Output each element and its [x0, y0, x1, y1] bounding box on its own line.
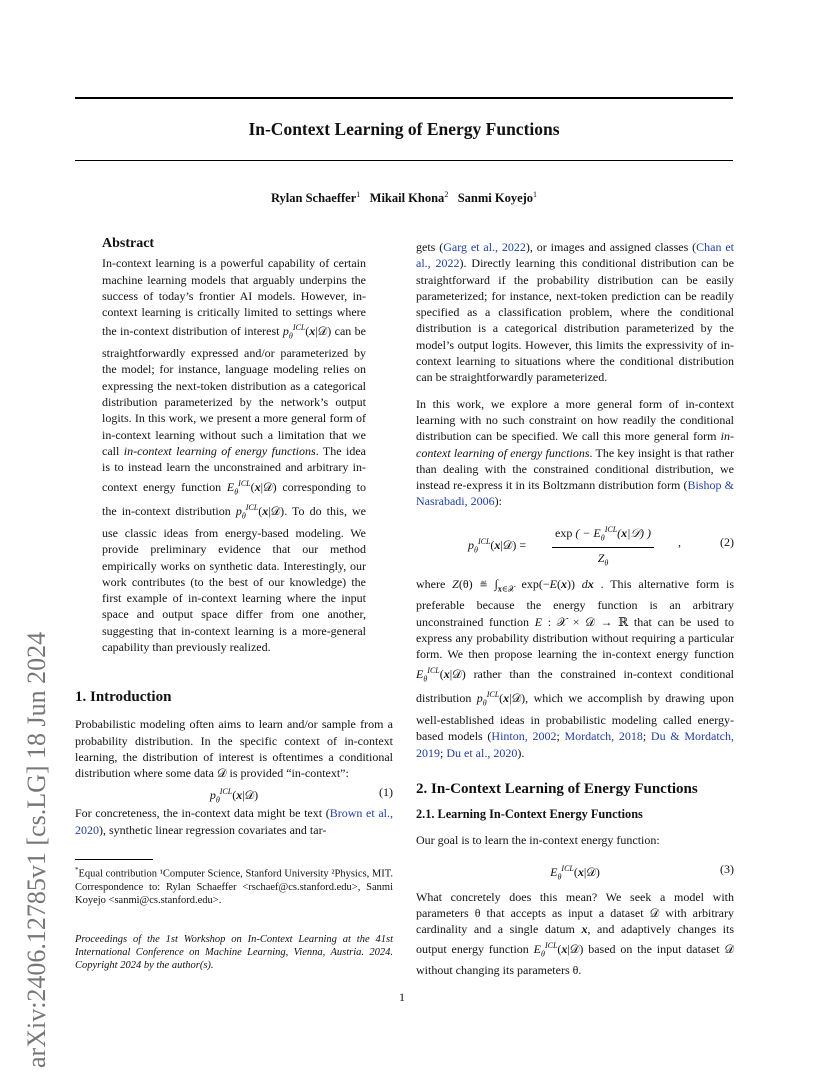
- footnote-text: *Equal contribution ¹Computer Science, Stanford University ²Physics, MIT. Correspondence to: Rylan Schaeffer <rschaef@cs.stanford.edu>, Sanmi Koyejo <sanmi@cs.stanford.edu>.: [75, 866, 393, 906]
- author-list: [75, 191, 733, 206]
- citation-link[interactable]: Brown et al., 2020: [75, 806, 393, 837]
- intro-paragraph-2: For concreteness, the in-context data might be text (Brown et al., 2020), synthetic linear regression covariates and tar-: [75, 806, 393, 837]
- author-affil: 2: [444, 190, 449, 199]
- emphasis-text: in-context learning of energy functions: [416, 429, 735, 460]
- equation-3: $E_\theta^{ICL}(x|𝒟)$ (3): [550, 861, 734, 882]
- abstract-block: [102, 236, 366, 655]
- author-affil: 1: [533, 190, 538, 199]
- abstract-text: In-context learning is a powerful capability of certain machine learning models that arguably underpins the success of today’s frontier AI models. However, in-context learning is critically limited to settings where the in-context distribution of interest $p_\theta^{ICL}(x|𝒟)$ can be straightforwardly expressed and/or parameterized by the model; for instance, language modeling relies on expressing the next-token distribution as a categorical distribution parameterized by the network’s output logits. In this work, we present a more general form of in-context learning without such a limitation that we call in-context learning of energy functions. The idea is to instead learn the unconstrained and arbitrary in-context energy function $E_\theta^{ICL}(x|𝒟)$ corresponding to the in-context distribution $p_\theta^{ICL}(x|𝒟)$. To do this, we use classic ideas from energy-based modeling. We provide preliminary evidence that our method empirically works on synthetic data. Interestingly, our work contributes (to the best of our knowledge) the first example of in-context learning where the input space and output space differ from one another, suggesting that in-context learning is a more-general capability than previously realized.: [102, 256, 367, 654]
- citation-link[interactable]: Hinton, 2002: [491, 729, 557, 744]
- intro-paragraph: Probabilistic modeling often aims to learn and/or sample from a probability distribution. In the specific context of in-context learning, the distribution of interest is oftentimes a conditional distribution where some data 𝒟 is provided “in-context”:: [75, 717, 393, 781]
- footnote-proceedings: [75, 933, 393, 973]
- equation-1: $p_\theta^{ICL}(x|𝒟)$ (1): [209, 785, 393, 805]
- equation-1-number: (1): [379, 785, 393, 800]
- title-rule: [75, 160, 733, 161]
- author-name: Rylan Schaeffer: [270, 191, 357, 205]
- footnote-affiliations: [75, 864, 393, 907]
- section-2-1-intro: Our goal is to learn the in-context energy function:: [416, 833, 660, 848]
- citation-link[interactable]: Chan et al., 2022: [416, 240, 734, 271]
- equation-2-number: (2): [720, 534, 734, 549]
- page-number: 1: [399, 990, 405, 1004]
- footnote-proceedings-text: Proceedings of the 1st Workshop on In-Context Learning at the 41st International Conference on Machine Learning, Vienna, Austria. 2024. Copyright 2024 by the author(s).: [75, 934, 393, 972]
- author-name: Mikail Khona: [369, 191, 445, 205]
- author-affil: 1: [356, 190, 361, 199]
- intro-block: [75, 689, 393, 838]
- citation-link[interactable]: Mordatch, 2018: [564, 729, 643, 744]
- citation-link[interactable]: Bishop & Nasrabadi, 2006: [416, 478, 734, 509]
- section-2-heading: 2. In-Context Learning of Energy Functions: [416, 780, 698, 797]
- right-paragraph-2: In this work, we explore a more general form of in-context learning with no such constraint on how readily the conditional distribution can be specified. We call this more general form in-context learning of energy functions. The key insight is that rather than dealing with the constrained conditional distribution, we instead re-express it in its Boltzmann distribution form (Bishop & Nasrabadi, 2006):: [416, 396, 735, 509]
- paper-title: In-Context Learning of Energy Functions: [248, 119, 560, 139]
- right-paragraph-5: What concretely does this mean? We seek a model with parameters θ that accepts as input a dataset 𝒟 with arbitrary cardinality and a single datum x, and adaptively changes its output energy function $E_\theta^{ICL}(x|𝒟)$ based on the input dataset 𝒟 without changing its parameters θ.: [416, 889, 735, 978]
- author-name: Sanmi Koyejo: [457, 191, 534, 205]
- arxiv-sidebar-stamp: arXiv:2406.12785v1 [cs.LG] 18 Jun 2024: [22, 631, 51, 1068]
- citation-link[interactable]: Garg et al., 2022: [443, 240, 526, 254]
- equation-3-number: (3): [720, 861, 734, 876]
- right-paragraph-3: where Z(θ) ≝ $\int_{x\in 𝒳}$ exp(−E(x)) dx . This alternative form is preferable because the energy function is an arbitrary unconstrained function E : 𝒳 × 𝒟 → ℝ that can be used to express any probability distribution without requiring a particular form. We then propose learning the in-context energy function $E_\theta^{ICL}(x|𝒟)$ rather than the constrained in-context conditional distribution $p_\theta^{ICL}(x|𝒟)$, which we accomplish by drawing upon well-established ideas in probabilistic modeling called energy-based models (Hinton, 2002; Mordatch, 2018; Du & Mordatch, 2019; Du et al., 2020).: [416, 576, 735, 760]
- section-2-1-heading: 2.1. Learning In-Context Energy Functions: [416, 807, 643, 822]
- abstract-emphasis: in-context learning of energy functions: [123, 443, 316, 458]
- footnote-rule: [75, 859, 153, 860]
- abstract-heading: Abstract: [102, 236, 155, 251]
- intro-heading: 1. Introduction: [75, 689, 172, 705]
- citation-link[interactable]: Du et al., 2020: [446, 745, 518, 760]
- citation-link[interactable]: Du & Mordatch, 2019: [416, 729, 734, 760]
- top-rule-thick: [75, 97, 733, 99]
- equation-2: $p_\theta^{ICL}(x|𝒟)$ = exp ( − $E_\theta^{ICL}(x|𝒟)$ ) $Z_\theta$ , (2): [416, 520, 734, 570]
- right-column: [416, 239, 734, 979]
- right-paragraph-1: gets (Garg et al., 2022), or images and assigned classes (Chan et al., 2022). Directly learning this conditional distribution can be straightforward if the probability distribution can be easily parameterized; for instance, next-token prediction can be readily specified as a classification problem, where the conditional distribution is a categorical distribution parameterized by the model’s output logits. However, this limits the expressivity of in-context learning to situations where the conditional distribution can be straightforwardly parameterized.: [416, 240, 734, 385]
